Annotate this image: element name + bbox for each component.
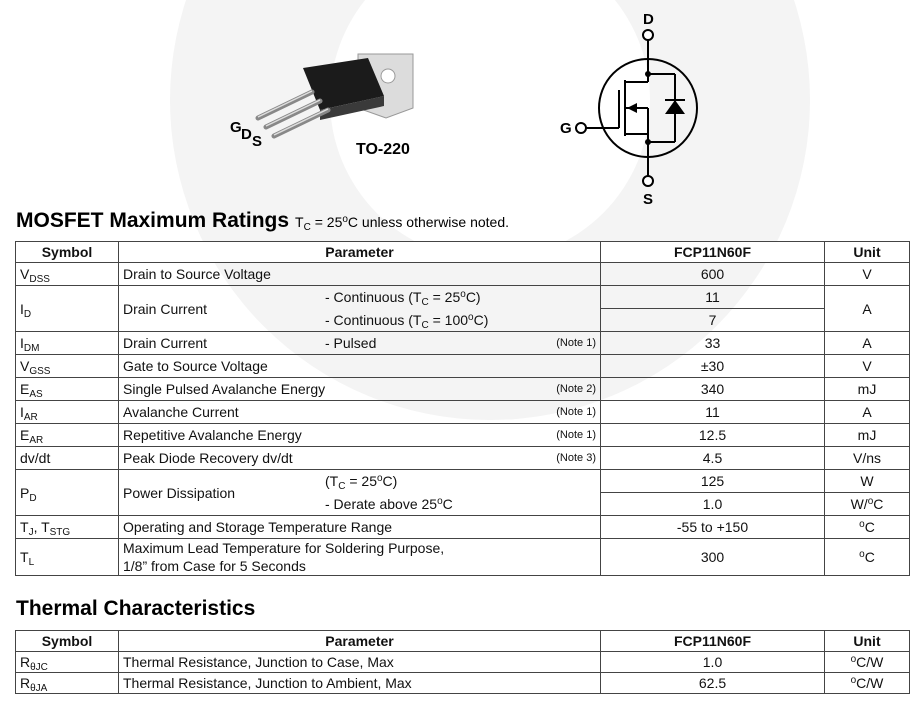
- table-row-dvdt: [16, 447, 910, 470]
- unit-cell: mJ: [825, 424, 910, 447]
- header-symbol: Symbol: [16, 631, 119, 652]
- schematic-g-label: G: [560, 120, 572, 137]
- symbol-cell: $T_J$, $T_{STG}$: [16, 516, 119, 539]
- value-cell: 600: [601, 263, 825, 286]
- table-row-id: [16, 286, 910, 309]
- symbol-cell: dv/dt: [16, 447, 119, 470]
- header-parameter: Parameter: [119, 631, 601, 652]
- parameter-cell: Thermal Resistance, Junction to Ambient, Max: [119, 673, 601, 694]
- pin-s-label: S: [252, 133, 263, 150]
- symbol-cell: $I_{DM}$: [16, 332, 119, 355]
- value-cell: 340: [601, 378, 825, 401]
- table-row-rjc: [16, 652, 910, 673]
- table-row-eas: [16, 378, 910, 401]
- table-row-ear: [16, 424, 910, 447]
- max-ratings-title-text: MOSFET Maximum Ratings: [16, 209, 290, 232]
- unit-cell: V: [825, 263, 910, 286]
- table-row-tl: [16, 539, 910, 576]
- unit-cell: $^o$C: [825, 516, 910, 539]
- to220-package-illustration: [228, 46, 428, 164]
- thermal-table: [15, 630, 910, 694]
- value-cell: 11: [601, 401, 825, 424]
- symbol-cell: $E_{AR}$: [16, 424, 119, 447]
- table-header-row: [16, 242, 910, 263]
- table-row-pd: [16, 470, 910, 493]
- value-cell: 300: [601, 539, 825, 576]
- unit-cell: A: [825, 286, 910, 332]
- table-row-vdss: [16, 263, 910, 286]
- header-parameter: Parameter: [119, 242, 601, 263]
- table-row-rja: [16, 673, 910, 694]
- value-cell: 7: [601, 309, 825, 332]
- thermal-title: Thermal Characteristics: [16, 597, 256, 620]
- symbol-cell: $V_{DSS}$: [16, 263, 119, 286]
- header-symbol: Symbol: [16, 242, 119, 263]
- symbol-cell: $R_{\theta JC}$: [16, 652, 119, 673]
- parameter-cell: Gate to Source Voltage: [119, 355, 601, 378]
- parameter-cell: Repetitive Avalanche Energy (Note 1): [119, 424, 601, 447]
- value-cell: 12.5: [601, 424, 825, 447]
- unit-cell: $^o$C/W: [825, 652, 910, 673]
- unit-cell: mJ: [825, 378, 910, 401]
- parameter-cell: Operating and Storage Temperature Range: [119, 516, 601, 539]
- condition-continuous-100: - Continuous $(T_C = 100^oC)$: [325, 312, 489, 331]
- unit-cell: W/$^o$C: [825, 493, 910, 516]
- schematic-d-label: D: [643, 11, 654, 28]
- header-part-number: FCP11N60F: [601, 631, 825, 652]
- parameter-cell: Thermal Resistance, Junction to Case, Max: [119, 652, 601, 673]
- value-cell: 11: [601, 286, 825, 309]
- table-row-vgss: [16, 355, 910, 378]
- condition-continuous-25: - Continuous $(T_C = 25^oC)$: [325, 289, 481, 308]
- parameter-cell: Single Pulsed Avalanche Energy (Note 2): [119, 378, 601, 401]
- max-ratings-title: [16, 209, 509, 234]
- symbol-cell: $V_{GSS}$: [16, 355, 119, 378]
- value-cell: 125: [601, 470, 825, 493]
- value-cell: -55 to +150: [601, 516, 825, 539]
- value-cell: 62.5: [601, 673, 825, 694]
- value-cell: 1.0: [601, 493, 825, 516]
- unit-cell: $^o$C: [825, 539, 910, 576]
- value-cell: 33: [601, 332, 825, 355]
- max-ratings-condition-note: $T_C = 25^oC$ unless otherwise noted.: [295, 214, 510, 233]
- parameter-cell: Drain to Source Voltage: [119, 263, 601, 286]
- pin-d-label: D: [241, 126, 252, 143]
- value-cell: ±30: [601, 355, 825, 378]
- table-row-tj: [16, 516, 910, 539]
- parameter-cell: Power Dissipation $(T_C = 25^oC)$ - Derate above 25$^o$C: [119, 470, 601, 516]
- symbol-cell: $E_{AS}$: [16, 378, 119, 401]
- condition-tc-25: $(T_C = 25^oC)$: [325, 473, 398, 492]
- value-cell: 4.5: [601, 447, 825, 470]
- header-part-number: FCP11N60F: [601, 242, 825, 263]
- unit-cell: V/ns: [825, 447, 910, 470]
- parameter-cell: Drain Current - Continuous $(T_C = 25^oC)$ - Continuous $(T_C = 100^oC)$: [119, 286, 601, 332]
- symbol-cell: $T_L$: [16, 539, 119, 576]
- max-ratings-table: [15, 241, 910, 576]
- unit-cell: $^o$C/W: [825, 673, 910, 694]
- package-label: TO-220: [356, 141, 410, 158]
- header-unit: Unit: [825, 631, 910, 652]
- symbol-cell: $I_{AR}$: [16, 401, 119, 424]
- symbol-cell: $P_D$: [16, 470, 119, 516]
- pin-g-label: G: [230, 119, 242, 136]
- symbol-cell: $R_{\theta JA}$: [16, 673, 119, 694]
- unit-cell: W: [825, 470, 910, 493]
- parameter-cell: Peak Diode Recovery dv/dt (Note 3): [119, 447, 601, 470]
- parameter-cell: Avalanche Current (Note 1): [119, 401, 601, 424]
- symbol-cell: $I_D$: [16, 286, 119, 332]
- table-row-idm: [16, 332, 910, 355]
- table-row-iar: [16, 401, 910, 424]
- parameter-cell: Drain Current - Pulsed (Note 1): [119, 332, 601, 355]
- mosfet-schematic-symbol: [555, 8, 710, 208]
- unit-cell: A: [825, 401, 910, 424]
- condition-derate: - Derate above 25$^o$C: [325, 496, 453, 512]
- value-cell: 1.0: [601, 652, 825, 673]
- parameter-cell: Maximum Lead Temperature for Soldering Purpose, 1/8” from Case for 5 Seconds: [119, 539, 601, 576]
- header-unit: Unit: [825, 242, 910, 263]
- schematic-s-label: S: [643, 191, 654, 208]
- table-header-row: [16, 631, 910, 652]
- unit-cell: V: [825, 355, 910, 378]
- unit-cell: A: [825, 332, 910, 355]
